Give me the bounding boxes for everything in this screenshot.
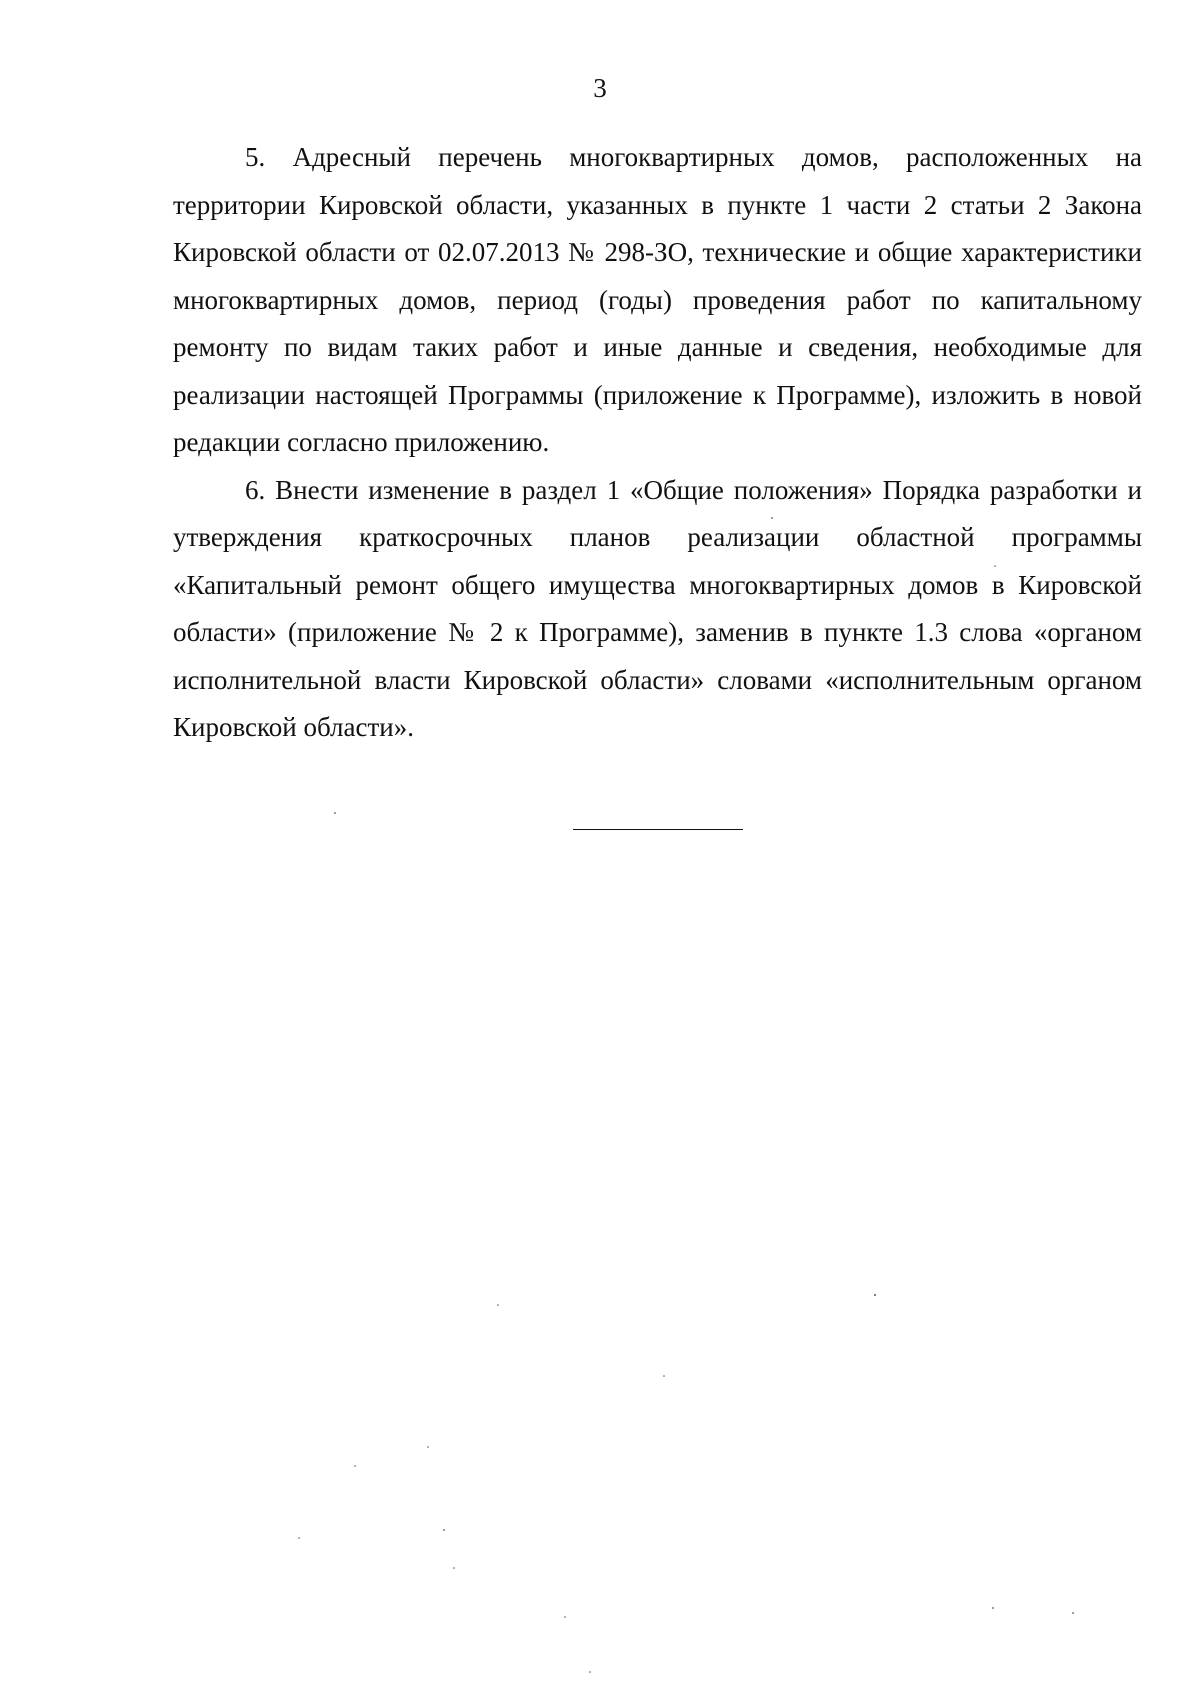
scan-speck [992,1607,994,1609]
paragraph-5: 5. Адресный перечень многоквартирных домов, расположенных на территории Кировской области, указанных в пункте 1 части 2 статьи 2 Закона Кировской области от 02.07.2013 № 298-ЗО, технические и общие характеристики многоквартирных домов, период (годы) проведения работ по капитальному ремонту по видам таких работ и иные данные и сведения, необходимые для реализации настоящей Программы (приложение к Программе), изложить в новой редакции согласно приложению. [173,142,1142,457]
scan-speck [874,1294,876,1296]
scan-speck [453,1567,455,1569]
scan-speck [497,1304,499,1306]
scan-speck [443,1529,445,1531]
scan-speck [564,1616,566,1618]
page-number: 3 [593,73,607,103]
scan-speck [1072,1612,1074,1614]
document-body [173,134,1142,752]
scan-speck [334,812,336,814]
scan-speck [427,1446,429,1448]
scan-speck [354,1465,356,1467]
end-of-text-rule [573,829,743,830]
scan-speck [663,1375,665,1377]
paragraph-6: 6. Внести изменение в раздел 1 «Общие положения» Порядка разработки и утверждения краткосрочных планов реализации областной программы «Капитальный ремонт общего имущества многоквартирных домов в Кировской области» (приложение № 2 к Программе), заменив в пункте 1.3 слова «органом исполнительной власти Кировской области» словами «исполнительным органом Кировской области». [173,474,1142,742]
scan-speck [298,1537,300,1539]
scan-speck [589,1671,591,1673]
